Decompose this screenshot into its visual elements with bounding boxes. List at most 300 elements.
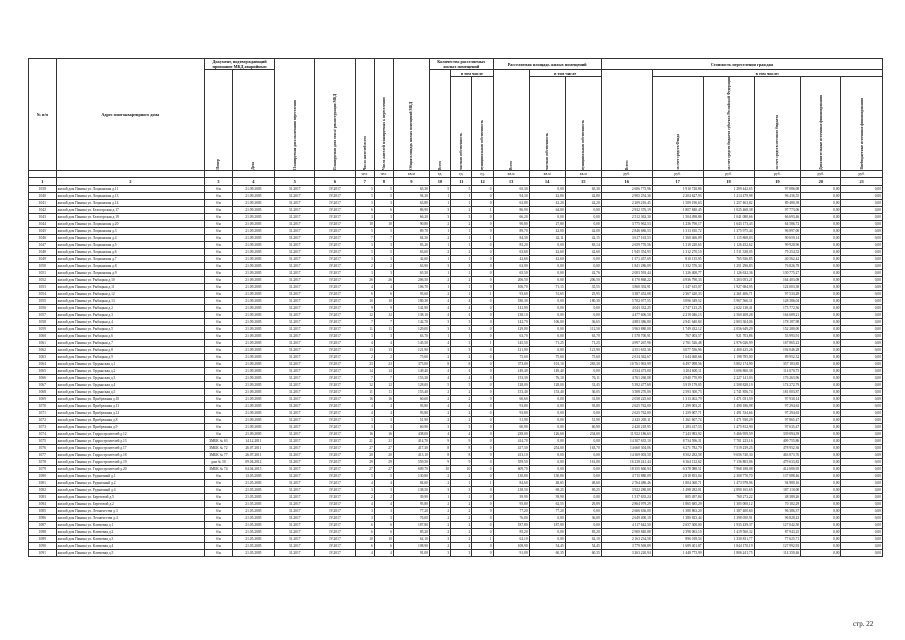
table-cell: 0,00 xyxy=(801,304,841,311)
table-cell: IV.2017 xyxy=(315,437,355,444)
unit-cell: кв.м xyxy=(565,170,601,177)
table-cell: 21.09.2005 xyxy=(232,339,274,346)
table-cell: 1 313 810,72 xyxy=(652,227,703,234)
address-cell: жилой дом Панина ул. Рыбацкая д.11 xyxy=(56,283,205,290)
table-cell: 0,00 xyxy=(801,192,841,199)
table-cell: 4 351 635,36 xyxy=(601,346,652,353)
table-cell: б/н xyxy=(205,199,233,206)
units-row xyxy=(29,170,883,177)
table-cell: 0,00 xyxy=(529,535,565,542)
table-cell: 21.09.2005 xyxy=(232,395,274,402)
table-cell: 21.05.2005 xyxy=(232,535,274,542)
table-cell: 85,20 xyxy=(565,528,601,535)
table-cell: 1 475 812,90 xyxy=(703,423,754,430)
row-number-cell: 1084 xyxy=(29,500,57,507)
table-cell: 0,00 xyxy=(841,199,883,206)
table-cell: 31.2017 xyxy=(275,227,315,234)
table-cell: 21.09.2005 xyxy=(232,213,274,220)
table-cell: 3 xyxy=(429,486,450,493)
table-cell: IV.2017 xyxy=(315,241,355,248)
table-cell: 63,70 xyxy=(565,332,601,339)
table-cell: 4 xyxy=(374,402,393,409)
table-cell: 0,00 xyxy=(801,388,841,395)
table-cell: 0,00 xyxy=(801,472,841,479)
table-cell: 1 865 685,29 xyxy=(652,500,703,507)
table-cell: 26.07.2011 xyxy=(232,444,274,451)
table-cell: 93,80 xyxy=(493,402,529,409)
table-cell: 48,60 xyxy=(565,479,601,486)
table-cell: 0,00 xyxy=(841,213,883,220)
table-cell: 0,00 xyxy=(801,227,841,234)
table-cell: 90,80 xyxy=(493,220,529,227)
table-cell: 138,50 xyxy=(393,486,429,493)
table-cell: 1 806 241,75 xyxy=(703,549,754,556)
table-cell: 1 504 498,86 xyxy=(652,213,703,220)
table-cell: 31.2017 xyxy=(275,332,315,339)
table-cell: 2 649 400,10 xyxy=(601,514,652,521)
row-number-cell: 1053 xyxy=(29,283,57,290)
table-cell: 142,70 xyxy=(493,318,529,325)
row-number-cell: 1067 xyxy=(29,381,57,388)
table-cell: 3 xyxy=(355,241,374,248)
table-cell: 1 927 684,95 xyxy=(703,283,754,290)
table-cell: 3 006 860,38 xyxy=(703,367,754,374)
table-cell: 2 xyxy=(374,262,393,269)
table-row xyxy=(29,206,883,213)
table-cell: 2 xyxy=(451,528,472,535)
table-cell: IV.2017 xyxy=(315,549,355,556)
table-cell: 21.09.2005 xyxy=(232,304,274,311)
table-cell: 3 508 270,00 xyxy=(601,388,652,395)
table-cell: 3 096 349,52 xyxy=(652,297,703,304)
table-cell: 2 xyxy=(429,416,450,423)
table-cell: 89,70 xyxy=(493,227,529,234)
table-cell: б/н xyxy=(205,353,233,360)
table-cell: 51,90 xyxy=(493,416,529,423)
row-number-cell: 1089 xyxy=(29,535,57,542)
table-cell: 438,00 xyxy=(393,430,429,437)
table-cell: 2 xyxy=(451,248,472,255)
table-cell: 6 xyxy=(355,528,374,535)
table-cell: 101,10 xyxy=(529,360,565,367)
table-cell: 3 779 569,89 xyxy=(601,542,652,549)
table-cell: 31.2017 xyxy=(275,346,315,353)
table-cell: 142,70 xyxy=(393,318,429,325)
table-cell: 76,00 xyxy=(493,514,529,521)
table-row xyxy=(29,318,883,325)
table-cell: 187,80 xyxy=(493,521,529,528)
table-cell: 921 703,86 xyxy=(703,332,754,339)
table-cell: 1 xyxy=(429,493,450,500)
table-cell: 4 xyxy=(374,549,393,556)
table-cell: 31.2017 xyxy=(275,451,315,458)
table-cell: 1 025 468,38 xyxy=(703,206,754,213)
table-cell: 0 xyxy=(472,395,493,402)
table-cell: 1 xyxy=(451,283,472,290)
table-cell: 2 xyxy=(429,521,450,528)
address-cell: жилой дом Панина ул. Ключевая д.1 xyxy=(56,521,205,528)
table-cell: 31.2017 xyxy=(275,360,315,367)
table-cell: 1 xyxy=(472,339,493,346)
row-number-cell: 1064 xyxy=(29,360,57,367)
table-cell: 21.09.2005 xyxy=(232,290,274,297)
table-cell: 83,20 xyxy=(493,241,529,248)
table-cell: 69,25 xyxy=(565,486,601,493)
table-cell: 0,00 xyxy=(801,276,841,283)
table-cell: 75,60 xyxy=(565,353,601,360)
table-cell: 14.12.2011 xyxy=(232,437,274,444)
table-cell: 16 xyxy=(355,395,374,402)
table-cell: б/н xyxy=(205,360,233,367)
table-cell: 21.09.2005 xyxy=(232,402,274,409)
table-cell: 2 xyxy=(429,220,450,227)
address-cell: жилой дом Панина ул. Гидростроителей д.12 xyxy=(56,430,205,437)
table-cell: 21.09.2005 xyxy=(232,416,274,423)
table-cell: 0,00 xyxy=(529,311,565,318)
table-cell: 84,30 xyxy=(493,234,529,241)
table-cell: 0,00 xyxy=(565,465,601,472)
table-cell: 1 299 003,21 xyxy=(652,402,703,409)
table-cell: 0 xyxy=(472,437,493,444)
header-cost-fund: за счет средств Фонда xyxy=(652,77,703,171)
row-number-cell: 1078 xyxy=(29,458,57,465)
unit-cell xyxy=(315,170,355,177)
table-cell: б/н xyxy=(205,318,233,325)
table-cell: 94 980,16 xyxy=(754,479,801,486)
table-cell: 3 xyxy=(451,486,472,493)
table-cell: б/н xyxy=(205,388,233,395)
table-cell: 39,90 xyxy=(529,493,565,500)
table-cell: 63,80 xyxy=(393,199,429,206)
table-cell: 0 xyxy=(472,304,493,311)
table-cell: б/н xyxy=(205,493,233,500)
table-cell: 2 846 686,53 xyxy=(601,227,652,234)
column-number-cell: 3 xyxy=(205,177,233,185)
table-cell: 21.09.2005 xyxy=(232,318,274,325)
table-cell: 21.05.2005 xyxy=(232,521,274,528)
table-cell: IV.2017 xyxy=(315,290,355,297)
table-cell: 21.09.2005 xyxy=(232,199,274,206)
table-cell: б/н xyxy=(205,241,233,248)
table-cell: 187,80 xyxy=(529,521,565,528)
address-cell: жилой дом Панина ул. Белогорская д.19 xyxy=(56,213,205,220)
table-cell: 0,00 xyxy=(841,290,883,297)
table-cell: IV.2017 xyxy=(315,374,355,381)
table-cell: 13.05.2005 xyxy=(232,472,274,479)
table-cell: 29 xyxy=(374,458,393,465)
table-row xyxy=(29,493,883,500)
column-number-cell: 12 xyxy=(472,177,493,185)
table-cell: 0 xyxy=(472,458,493,465)
table-cell: 53 993,91 xyxy=(754,332,801,339)
table-cell: 0,00 xyxy=(529,213,565,220)
address-cell: жилой дом Панина ул. Рудничный д.1 xyxy=(56,472,205,479)
table-cell: 0,00 xyxy=(841,262,883,269)
header-area-total: Всего xyxy=(493,70,529,171)
table-cell: 3 xyxy=(374,199,393,206)
table-cell: 60,60 xyxy=(393,395,429,402)
table-cell: б/н xyxy=(205,346,233,353)
table-row xyxy=(29,528,883,535)
table-cell: 31.2017 xyxy=(275,220,315,227)
table-row xyxy=(29,549,883,556)
table-row xyxy=(29,213,883,220)
unit-cell: ед. xyxy=(429,170,450,177)
table-cell: 153,30 xyxy=(493,374,529,381)
table-cell: 42,80 xyxy=(565,192,601,199)
table-cell: 0,00 xyxy=(801,542,841,549)
table-cell: 2 941 640,84 xyxy=(652,318,703,325)
table-cell: 1 126 632,36 xyxy=(703,269,754,276)
unit-cell xyxy=(275,170,315,177)
table-cell: 206,50 xyxy=(493,276,529,283)
table-cell: 0 xyxy=(472,423,493,430)
table-cell: 42,60 xyxy=(393,255,429,262)
table-cell: IV.2017 xyxy=(315,227,355,234)
table-cell: 238,00 xyxy=(493,430,529,437)
column-number-cell: 7 xyxy=(355,177,374,185)
table-cell: 11 xyxy=(374,325,393,332)
address-cell: жилой дом Панина ул. Рудничный д.4 xyxy=(56,486,205,493)
table-cell: 0,00 xyxy=(841,227,883,234)
table-cell: 31.2017 xyxy=(275,507,315,514)
table-cell: 1 xyxy=(451,234,472,241)
table-cell: 0,00 xyxy=(565,507,601,514)
table-cell: 0,00 xyxy=(529,325,565,332)
table-cell: IV.2017 xyxy=(315,269,355,276)
table-cell: 8 xyxy=(429,451,450,458)
table-cell: 7 136 805,06 xyxy=(703,458,754,465)
row-number-cell: 1060 xyxy=(29,332,57,339)
table-cell: 31.2017 xyxy=(275,199,315,206)
table-cell: 0,00 xyxy=(801,451,841,458)
table-cell: 2 xyxy=(355,262,374,269)
table-cell: 0,00 xyxy=(565,437,601,444)
table-cell: 27 xyxy=(374,444,393,451)
table-cell: 0 xyxy=(472,486,493,493)
table-cell: 0,00 xyxy=(841,416,883,423)
row-number-cell: 1046 xyxy=(29,234,57,241)
table-cell: 2 xyxy=(451,353,472,360)
table-cell: 1 xyxy=(472,290,493,297)
table-cell: 254,00 xyxy=(529,444,565,451)
table-cell: б/н xyxy=(205,255,233,262)
table-cell: 0 xyxy=(472,199,493,206)
table-cell: 0,00 xyxy=(841,185,883,192)
table-cell: 163,70 xyxy=(565,444,601,451)
table-cell: 62,10 xyxy=(493,535,529,542)
table-cell: 8 xyxy=(451,444,472,451)
table-cell: 2 209 216,45 xyxy=(601,199,652,206)
table-cell: 31.2017 xyxy=(275,234,315,241)
table-cell: 1 xyxy=(451,493,472,500)
address-cell: жилой дом Панина ул. Береговой д.5 xyxy=(56,493,205,500)
table-cell: 1 312 270,10 xyxy=(652,248,703,255)
table-cell: 2 xyxy=(451,276,472,283)
table-cell: 0,00 xyxy=(529,416,565,423)
row-number-cell: 1071 xyxy=(29,409,57,416)
table-cell: 3 xyxy=(374,255,393,262)
table-cell: 0 xyxy=(472,514,493,521)
table-cell: 23 xyxy=(374,360,393,367)
table-cell: 0 xyxy=(472,185,493,192)
table-cell: 0,00 xyxy=(801,493,841,500)
table-cell: 75,60 xyxy=(529,353,565,360)
table-cell: 21.09.2005 xyxy=(232,227,274,234)
row-number-cell: 1091 xyxy=(29,549,57,556)
table-cell: б/н xyxy=(205,535,233,542)
table-cell: 0,00 xyxy=(841,409,883,416)
table-cell: 31.2017 xyxy=(275,283,315,290)
table-cell: 1 198 785,00 xyxy=(703,353,754,360)
row-number-cell: 1050 xyxy=(29,262,57,269)
address-cell: жилой дом Панина ул. Рыбацкая д.13 xyxy=(56,297,205,304)
unit-cell: руб. xyxy=(754,170,801,177)
table-cell: 60,90 xyxy=(393,423,429,430)
table-cell: 0,00 xyxy=(565,206,601,213)
table-cell: 0,00 xyxy=(841,514,883,521)
table-cell: 0,00 xyxy=(841,234,883,241)
table-cell: 2 940 770,99 xyxy=(652,374,703,381)
table-row xyxy=(29,332,883,339)
table-cell: 31.2017 xyxy=(275,374,315,381)
table-cell: б/н xyxy=(205,185,233,192)
table-cell: 31.2017 xyxy=(275,262,315,269)
table-cell: 234,00 xyxy=(565,430,601,437)
table-cell: 0,00 xyxy=(801,213,841,220)
table-cell: 93,80 xyxy=(493,409,529,416)
column-number-cell: 1 xyxy=(29,177,57,185)
table-cell: 2 204 627,93 xyxy=(652,192,703,199)
table-row xyxy=(29,416,883,423)
table-cell: 8 xyxy=(429,360,450,367)
table-cell: 0,00 xyxy=(801,199,841,206)
table-cell: 31.2017 xyxy=(275,493,315,500)
table-cell: 4 997 267,96 xyxy=(601,339,652,346)
address-cell: жилой дом Панина ул. Ордынская д.2 xyxy=(56,367,205,374)
table-cell: б/н xyxy=(205,311,233,318)
table-row xyxy=(29,402,883,409)
table-cell: 3 xyxy=(451,213,472,220)
table-cell: 0 xyxy=(472,241,493,248)
address-cell: жилой дом Панина ул. Рыбацкая д.12 xyxy=(56,290,205,297)
table-cell: ЗМБК № 77 xyxy=(205,451,233,458)
table-cell: 91,00 xyxy=(493,549,529,556)
table-cell: 0 xyxy=(472,318,493,325)
table-cell: 0 xyxy=(472,444,493,451)
table-cell: 31.2017 xyxy=(275,430,315,437)
table-cell: 83,20 xyxy=(393,241,429,248)
table-cell: IV.2017 xyxy=(315,465,355,472)
column-number-cell: 15 xyxy=(565,177,601,185)
table-cell: 4 xyxy=(355,283,374,290)
table-cell: 0,00 xyxy=(529,262,565,269)
table-cell: 0,00 xyxy=(801,395,841,402)
table-cell: б/н xyxy=(205,549,233,556)
table-cell: 414,70 xyxy=(493,437,529,444)
table-cell: IV.2017 xyxy=(315,416,355,423)
table-cell: 0,00 xyxy=(841,388,883,395)
table-cell: IV.2017 xyxy=(315,409,355,416)
table-cell: 0,00 xyxy=(841,549,883,556)
table-cell: 96 897,00 xyxy=(754,227,801,234)
table-cell: 3 775 962,53 xyxy=(601,220,652,227)
table-cell: 0 xyxy=(472,360,493,367)
table-cell: 3 xyxy=(374,269,393,276)
table-cell: 42,60 xyxy=(529,255,565,262)
row-number-cell: 1043 xyxy=(29,213,57,220)
table-cell: IV.2017 xyxy=(315,472,355,479)
table-cell: 31.2017 xyxy=(275,318,315,325)
table-cell: 31.2017 xyxy=(275,528,315,535)
table-row xyxy=(29,304,883,311)
table-cell: 2 xyxy=(429,514,450,521)
table-cell: 3 xyxy=(451,423,472,430)
header-area-municipal: муниципальная собственность xyxy=(565,77,601,171)
table-row xyxy=(29,255,883,262)
unit-cell: кв.м xyxy=(529,170,565,177)
table-cell: 1 214 479,98 xyxy=(703,192,754,199)
table-cell: 65,50 xyxy=(493,269,529,276)
table-cell: 373,00 xyxy=(393,360,429,367)
table-cell: 6 364 132,62 xyxy=(652,458,703,465)
address-cell: жилой дом Панина ул. Прибрежная д.11 xyxy=(56,402,205,409)
table-cell: 0 xyxy=(472,465,493,472)
address-cell: жилой дом Панина ул. Лоцманская д.4 xyxy=(56,234,205,241)
table-cell: 21.09.2005 xyxy=(232,185,274,192)
table-cell: 2 056 649,29 xyxy=(703,325,754,332)
table-cell: 84,60 xyxy=(493,479,529,486)
table-cell: 805 497,84 xyxy=(652,493,703,500)
table-cell: 21.05.2005 xyxy=(232,549,274,556)
table-cell: 1 xyxy=(472,206,493,213)
column-number-cell: 13 xyxy=(493,177,529,185)
table-cell: 0,00 xyxy=(841,192,883,199)
table-cell: 106,00 xyxy=(529,318,565,325)
table-cell: 4 xyxy=(451,297,472,304)
table-cell: 21.05.2005 xyxy=(232,479,274,486)
table-cell: б/н xyxy=(205,479,233,486)
column-number-cell: 5 xyxy=(275,177,315,185)
table-cell: IV.2017 xyxy=(315,346,355,353)
header-residents-planned: Число жителей планируемых к переселению xyxy=(374,59,393,171)
table-cell: 0,00 xyxy=(801,430,841,437)
table-cell: б/н xyxy=(205,206,233,213)
table-cell: 3 xyxy=(451,262,472,269)
table-cell: 2 xyxy=(429,409,450,416)
table-cell: 0 xyxy=(472,381,493,388)
table-cell: 0,00 xyxy=(841,206,883,213)
table-cell: 16 xyxy=(355,430,374,437)
table-cell: 1 xyxy=(451,269,472,276)
table-cell: б/н xyxy=(205,514,233,521)
table-cell: 14 307 635,10 xyxy=(601,437,652,444)
unit-cell: кв.м xyxy=(393,170,429,177)
table-cell: 2 300 770,70 xyxy=(703,472,754,479)
table-cell: 0,00 xyxy=(801,486,841,493)
table-cell: 4 xyxy=(429,402,450,409)
table-cell: 21.09.2005 xyxy=(232,255,274,262)
table-cell: 128,00 xyxy=(393,381,429,388)
table-cell: 0,00 xyxy=(565,409,601,416)
table-cell: 20 xyxy=(355,451,374,458)
table-cell: 51,90 xyxy=(565,416,601,423)
table-cell: 21.09.2005 xyxy=(232,276,274,283)
unit-cell: ед. xyxy=(451,170,472,177)
table-cell: б/н xyxy=(205,192,233,199)
table-cell: 21.09.2005 xyxy=(232,241,274,248)
table-cell: 5 466 959,59 xyxy=(703,430,754,437)
